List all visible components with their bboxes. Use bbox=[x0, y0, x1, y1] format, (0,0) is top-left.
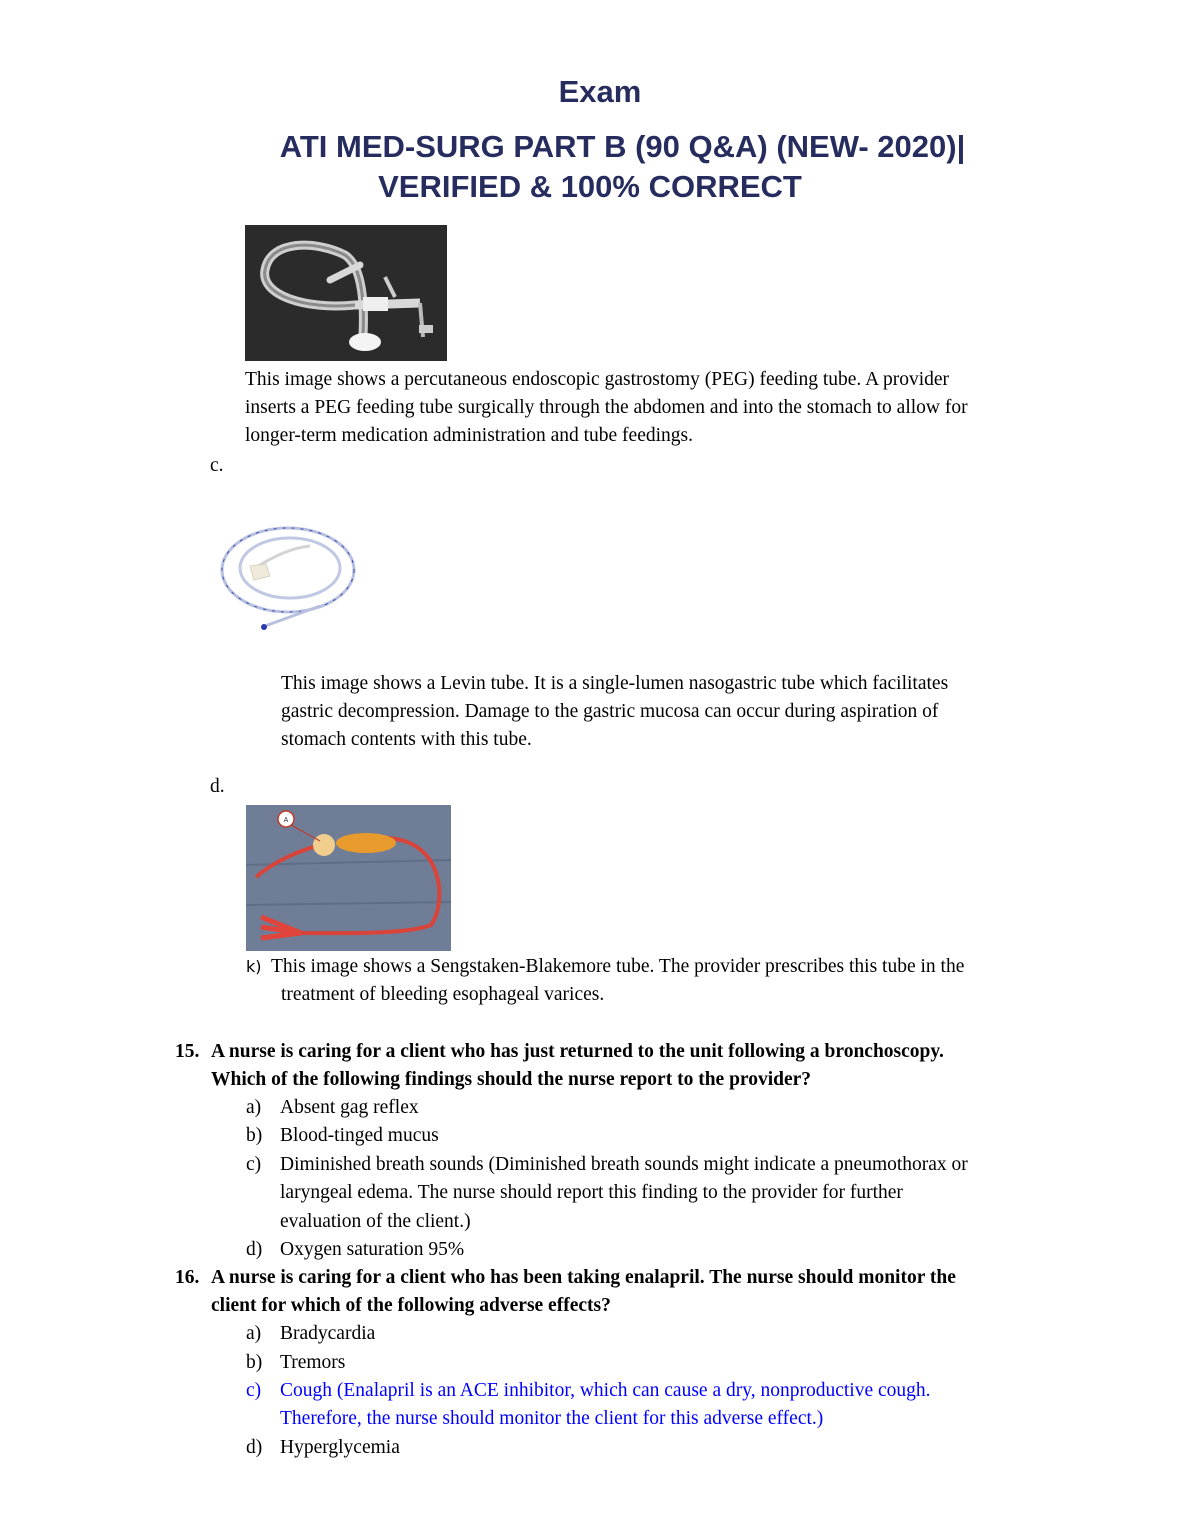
option-text: Absent gag reflex bbox=[280, 1097, 419, 1118]
sengstaken-caption-line: treatment of bleeding esophageal varices. bbox=[281, 984, 605, 1005]
option-label: c) bbox=[246, 1154, 262, 1175]
question-16-option-c-correct-answer[interactable] bbox=[246, 1377, 1046, 1434]
option-label: d) bbox=[246, 1437, 263, 1458]
document-title-line-2: VERIFIED & 100% CORRECT bbox=[378, 169, 802, 204]
question-16-option-b[interactable] bbox=[246, 1349, 1046, 1377]
levin-caption-line: This image shows a Levin tube. It is a single-lumen nasogastric tube which facilitates bbox=[281, 673, 949, 694]
exam-label: Exam bbox=[558, 74, 642, 109]
question-15-option-d[interactable] bbox=[246, 1236, 1046, 1264]
list-label-k: k) bbox=[246, 957, 262, 976]
image-marker-a: A bbox=[283, 817, 289, 824]
peg-feeding-tube-photo-icon bbox=[245, 225, 447, 361]
question-15-option-b[interactable] bbox=[246, 1122, 1046, 1150]
document-title-line-1: ATI MED-SURG PART B (90 Q&A) (NEW- 2020)| bbox=[279, 129, 966, 164]
option-text: laryngeal edema. The nurse should report this finding to the provider for further bbox=[280, 1182, 903, 1203]
option-label-c: c. bbox=[210, 455, 224, 476]
peg-caption-line: inserts a PEG feeding tube surgically through the abdomen and into the stomach to allow for bbox=[245, 397, 968, 418]
option-text: Blood-tinged mucus bbox=[280, 1125, 439, 1146]
sengstaken-caption-line: This image shows a Sengstaken-Blakemore tube. The provider prescribes this tube in the bbox=[271, 956, 965, 977]
option-text: Oxygen saturation 95% bbox=[280, 1239, 465, 1260]
sengstaken-blakemore-tube-photo-icon bbox=[246, 805, 451, 951]
option-label: b) bbox=[246, 1125, 263, 1146]
question-number-16: 16. bbox=[175, 1267, 200, 1288]
option-text: Therefore, the nurse should monitor the client for this adverse effect.) bbox=[280, 1408, 824, 1429]
peg-caption-line: longer-term medication administration and tube feedings. bbox=[245, 425, 693, 446]
option-text: evaluation of the client.) bbox=[280, 1211, 471, 1232]
question-number-15: 15. bbox=[175, 1041, 200, 1062]
option-label: b) bbox=[246, 1352, 263, 1373]
levin-caption-line: stomach contents with this tube. bbox=[281, 729, 532, 750]
question-15-option-a[interactable] bbox=[246, 1094, 1046, 1122]
question-16-stem-line: client for which of the following adverse effects? bbox=[211, 1295, 611, 1316]
peg-caption-line: This image shows a percutaneous endoscopic gastrostomy (PEG) feeding tube. A provider bbox=[245, 369, 950, 390]
levin-tube-photo-icon bbox=[210, 518, 362, 636]
option-text: Cough (Enalapril is an ACE inhibitor, which can cause a dry, nonproductive cough. bbox=[280, 1380, 931, 1401]
option-text: Bradycardia bbox=[280, 1323, 376, 1344]
option-label-d: d. bbox=[210, 776, 225, 797]
option-label: d) bbox=[246, 1239, 263, 1260]
option-text: Diminished breath sounds (Diminished breath sounds might indicate a pneumothorax or bbox=[280, 1154, 968, 1175]
option-text: Hyperglycemia bbox=[280, 1437, 400, 1458]
question-15-option-c[interactable] bbox=[246, 1151, 1046, 1237]
option-label: c) bbox=[246, 1380, 262, 1401]
question-15-stem-line: A nurse is caring for a client who has just returned to the unit following a bronchoscopy. bbox=[211, 1041, 944, 1062]
levin-caption-line: gastric decompression. Damage to the gastric mucosa can occur during aspiration of bbox=[281, 701, 939, 722]
question-15-stem-line: Which of the following findings should the nurse report to the provider? bbox=[211, 1069, 812, 1090]
option-label: a) bbox=[246, 1097, 262, 1118]
question-16-option-d[interactable] bbox=[246, 1434, 1046, 1462]
question-16-option-a[interactable] bbox=[246, 1320, 1046, 1348]
option-label: a) bbox=[246, 1323, 262, 1344]
question-16-stem-line: A nurse is caring for a client who has been taking enalapril. The nurse should monitor the bbox=[211, 1267, 956, 1288]
option-text: Tremors bbox=[280, 1352, 346, 1373]
